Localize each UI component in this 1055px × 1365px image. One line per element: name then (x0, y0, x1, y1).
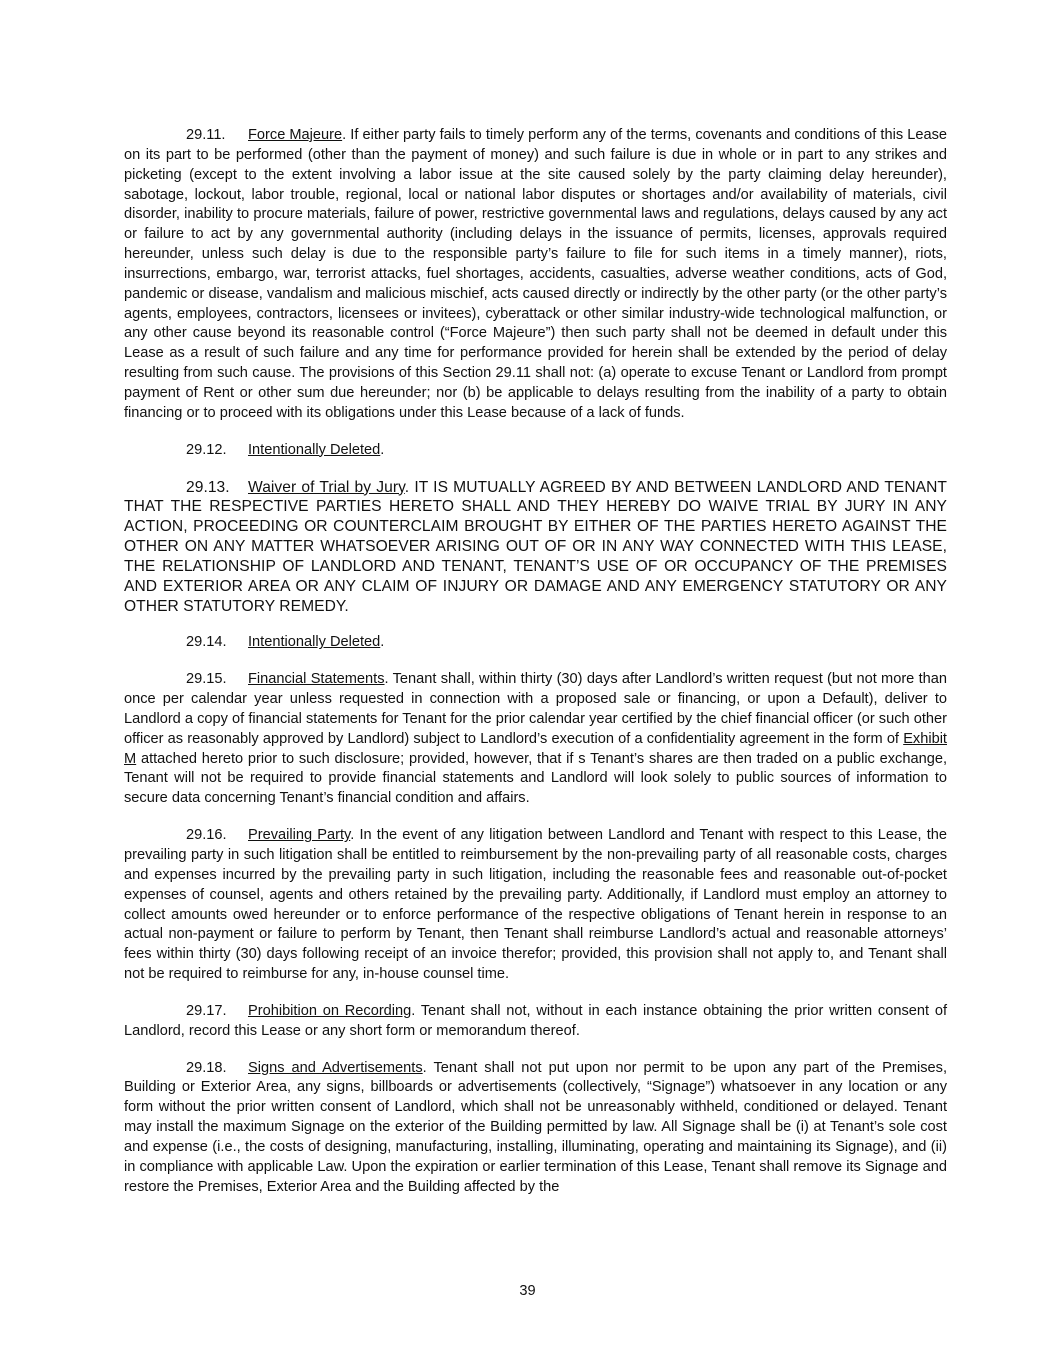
section-29-13 (124, 478, 947, 617)
section-heading: Force Majeure (248, 127, 343, 143)
section-body: . (380, 634, 385, 651)
section-heading: Waiver of Trial by Jury (248, 478, 405, 496)
section-body-after: attached hereto prior to such disclosure; provided, however, that if s Tenant’s shares are then traded on a public exchange, Tenant will not be required to provide financial statements and Landlord will look solely to public sources of information to secure data concerning Tenant’s financial condition and affairs. (124, 750, 947, 807)
section-29-15 (124, 670, 947, 809)
section-heading: Signs and Advertisements (248, 1059, 423, 1076)
section-body: . (380, 441, 385, 458)
section-body: . Tenant shall not put upon nor permit to be upon any part of the Premises, Building or Exterior Area, any signs, billboards or advertisements (collectively, “Signage”) whatsoever in any location or any form without the prior written consent of Landlord, which shall not be unreasonably withheld, conditioned or delayed. Tenant may install the maximum Signage on the exterior of the Building permitted by law. All Signage shall be (i) at Tenant’s sole cost and expense (i.e., the costs of designing, manufacturing, installing, illuminating, operating and maintaining its Signage), and (ii) in compliance with applicable Law. Upon the expiration or earlier termination of this Lease, Tenant shall remove its Signage and restore the Premises, Exterior Area and the Building affected by the (124, 1059, 948, 1195)
section-number: 29.14. (186, 634, 227, 651)
section-number: 29.17. (186, 1002, 227, 1019)
section-29-12 (124, 441, 947, 461)
section-29-14 (124, 633, 947, 653)
section-number: 29.16. (186, 827, 227, 844)
section-heading: Financial Statements (248, 671, 385, 688)
exhibit-reference: Exhibit M (124, 730, 947, 767)
section-number: 29.15. (186, 671, 227, 688)
section-number: 29.11. (186, 127, 226, 143)
section-number: 29.18. (186, 1059, 227, 1076)
section-heading: Prohibition on Recording (248, 1002, 412, 1019)
section-number: 29.12. (186, 441, 227, 458)
section-29-11 (124, 126, 947, 424)
section-29-17 (124, 1002, 947, 1042)
section-body-before: . Tenant shall, within thirty (30) days after Landlord’s written request (but not more than once per calendar year unless requested in connection with a proposed sale or financing, or upon a Default), deliver to Landlord a copy of financial statements for Tenant for the prior calendar year certified by the chief financial officer (or such other officer as reasonably approved by Landlord) subject to Landlord’s execution of a confidentiality agreement in the form of (124, 671, 947, 747)
lease-page-content (124, 126, 947, 1215)
section-body: . In the event of any litigation between Landlord and Tenant with respect to this Lease, the prevailing party in such litigation shall be entitled to reimbursement by the non-prevailing party of all reasonable costs, charges and expenses incurred by the prevailing party in such litigation, including the reasonable fees and reasonable out-of-pocket expenses of counsel, agents and others retained by the prevailing party. Additionally, if Landlord must employ an attorney to collect amounts owed hereunder or to enforce performance of the respective obligations of Tenant herein in response to an actual non-payment or failure to perform by Tenant, then Tenant shall reimburse Landlord’s actual and reasonable attorneys’ fees within thirty (30) days following receipt of an invoice therefor; provided, this provision shall not apply to, and Tenant shall not be required to reimburse for any, in-house counsel time. (124, 827, 947, 983)
section-body: . Tenant shall not, without in each instance obtaining the prior written consent of Landlord, record this Lease or any short form or memorandum thereof. (124, 1002, 947, 1039)
section-number: 29.13. (186, 478, 230, 496)
section-29-18 (124, 1059, 947, 1198)
section-heading: Intentionally Deleted (248, 441, 381, 458)
section-body: . IT IS MUTUALLY AGREED BY AND BETWEEN LANDLORD AND TENANT THAT THE RESPECTIVE PARTIES HERETO SHALL AND THEY HEREBY DO WAIVE TRIAL BY JURY IN ANY ACTION, PROCEEDING OR COUNTERCLAIM BROUGHT BY EITHER OF THE PARTIES HERETO AGAINST THE OTHER ON ANY MATTER WHATSOEVER ARISING OUT OF OR IN ANY WAY CONNECTED WITH THIS LEASE, THE RELATIONSHIP OF LANDLORD AND TENANT, TENANT’S USE OF OR OCCUPANCY OF THE PREMISES AND EXTERIOR AREA OR ANY CLAIM OF INJURY OR DAMAGE AND ANY EMERGENCY STATUTORY OR ANY OTHER STATUTORY REMEDY. (124, 478, 948, 615)
section-body: . If either party fails to timely perform any of the terms, covenants and conditions of this Lease on its part to be performed (other than the payment of money) and such failure is due in whole or in part to any strikes and picketing (except to the extent involving a labor issue at the site caused solely by the party claiming delay hereunder), sabotage, lockout, labor trouble, regional, local or national labor disputes or shortages and/or availability of materials, civil disorder, inability to procure materials, failure of power, restrictive governmental laws and regulations, delays caused by any act or failure to act by any governmental authority (including delays in the issuance of permits, licenses, approvals required hereunder, unless such delay is due to the responsible party’s failure to file for such items in a timely manner), riots, insurrections, embargo, war, terrorist attacks, fuel shortages, accidents, casualties, adverse weather conditions, acts of God, pandemic or disease, vandalism and malicious mischief, acts caused directly or indirectly by the other party (or the other party’s agents, employees, contractors, licensees or invitees), cyberattack or other similar industry-wide technological malfunction, or any other cause beyond its reasonable control (“Force Majeure”) then such party shall not be deemed in default under this Lease as a result of such failure and any time for performance provided for herein shall be extended by the period of delay resulting from such cause. The provisions of this Section 29.11 shall not: (a) operate to excuse Tenant or Landlord from prompt payment of Rent or other sum due hereunder; nor (b) be applicable to delays resulting from the inability of a party to obtain financing or to proceed with its obligations under this Lease because of a lack of funds. (124, 127, 947, 421)
section-heading: Intentionally Deleted (248, 634, 381, 651)
section-29-16 (124, 826, 947, 985)
section-heading: Prevailing Party (248, 827, 351, 844)
page-number: 39 (519, 1283, 536, 1299)
